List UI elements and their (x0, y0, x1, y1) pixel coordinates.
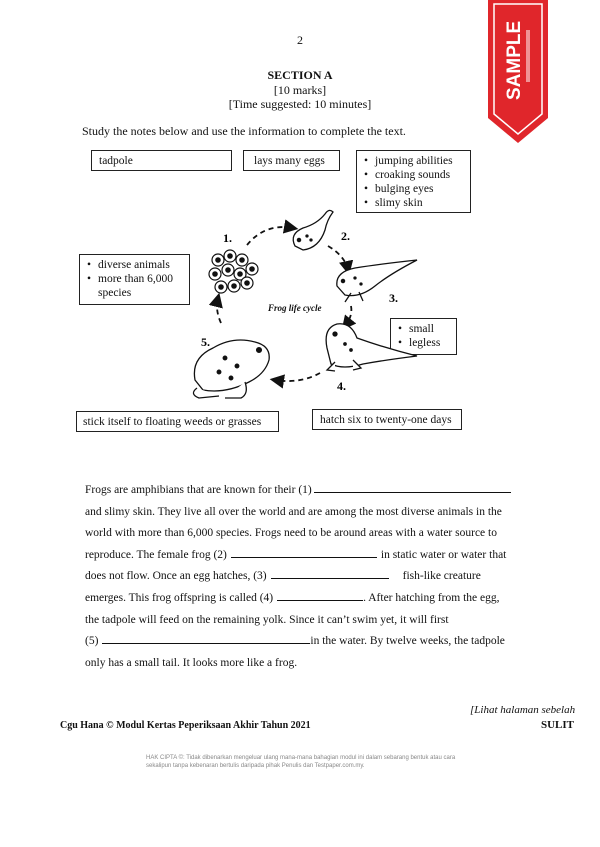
passage-line: . After hatching from the egg, (363, 591, 500, 604)
note-box-hatch (312, 409, 462, 430)
note-box-lays-eggs (243, 150, 340, 171)
passage-line: Frogs are amphibians that are known for their (1) (85, 484, 312, 496)
tadpole-with-legs-illustration (337, 260, 417, 302)
frog-life-cycle-diagram (185, 198, 420, 403)
frog-eggs-illustration (209, 250, 258, 293)
note-tadpole-text: tadpole (99, 155, 133, 167)
note-box-tadpole (91, 150, 232, 171)
cycle-arrow (217, 298, 221, 323)
answer-blank-3[interactable] (271, 567, 389, 579)
list-item: • jumping abilities (363, 154, 464, 168)
passage-line: does not flow. Once an egg hatches, (3) (85, 570, 267, 583)
step-number: 3. (389, 291, 398, 305)
cycle-arrow (247, 227, 293, 245)
note-box-diversity (79, 254, 190, 305)
passage-line: world with more than 6,000 species. Frogs need to be around areas with a water source to (85, 527, 497, 540)
list-item: • slimy skin (363, 196, 464, 210)
cycle-arrow (345, 306, 351, 326)
note-lays-eggs-text: lays many eggs (254, 155, 325, 167)
cycle-arrow (275, 373, 320, 381)
passage-line: and slimy skin. They live all over the world and are among the most diverse animals in the (85, 505, 502, 518)
section-title: SECTION A (267, 68, 333, 82)
answer-blank-2[interactable] (231, 546, 377, 558)
passage-line: the tadpole will feed on the remaining yolk. Since it can’t swim yet, it will first (85, 613, 449, 626)
passage-line: reproduce. The female frog (2) (85, 548, 227, 561)
answer-blank-4[interactable] (277, 589, 363, 601)
passage-line: only has a small tail. It looks more like a frog. (85, 656, 298, 669)
note-stick-text: stick itself to floating weeds or grasses (83, 416, 262, 428)
answer-blank-5[interactable] (102, 632, 310, 644)
list-item: • legless (397, 336, 450, 350)
copyright-notice: HAK CIPTA ©: Tidak dibenarkan mengeluar ulang mana-mana bahagian modul ini dalam sebarang bentuk atau cara sekalipun tanpa kebenaran bertulis daripada pihak Penulis dan Testpaper.com.my. (146, 755, 456, 769)
passage-line: emerges. This frog offspring is called (4) (85, 591, 274, 604)
step-number: 4. (337, 379, 346, 393)
list-item: • small (397, 322, 450, 336)
page-number: 2 (297, 33, 303, 47)
cycle-arrow (328, 246, 348, 270)
cloze-passage (85, 480, 517, 674)
cycle-label: Frog life cycle (268, 303, 322, 313)
passage-line: (5) (85, 635, 99, 648)
footer-credit: Cgu Hana © Modul Kertas Peperiksaan Akhir Tahun 2021 (60, 720, 311, 731)
passage-line: in the water. By twelve weeks, the tadpole (310, 635, 505, 648)
sample-watermark-label: SAMPLE (504, 20, 525, 100)
passage-line: in static water or water that (380, 548, 507, 561)
instructions: Study the notes below and use the information to complete the text. (82, 124, 406, 138)
sulit-label: SULIT (541, 719, 575, 731)
step-number: 2. (341, 229, 350, 243)
list-item: • croaking sounds (363, 168, 464, 182)
answer-blank-1[interactable] (314, 481, 511, 493)
turn-page-note: [Lihat halaman sebelah (470, 704, 576, 716)
time-suggested: [Time suggested: 10 minutes] (228, 97, 372, 111)
section-marks: [10 marks] (273, 83, 327, 97)
list-item: • diverse animals (86, 258, 183, 272)
list-item: • more than 6,000 species (86, 272, 183, 300)
note-hatch-text: hatch six to twenty-one days (320, 414, 452, 426)
froglet-illustration (326, 324, 417, 371)
list-item: • bulging eyes (363, 182, 464, 196)
step-number: 1. (223, 231, 232, 245)
passage-line: fish-like creature (402, 570, 481, 583)
step-number: 5. (201, 335, 210, 349)
note-box-stick (76, 411, 279, 432)
sample-watermark-tag (485, 0, 551, 146)
tadpole-illustration (293, 210, 333, 250)
